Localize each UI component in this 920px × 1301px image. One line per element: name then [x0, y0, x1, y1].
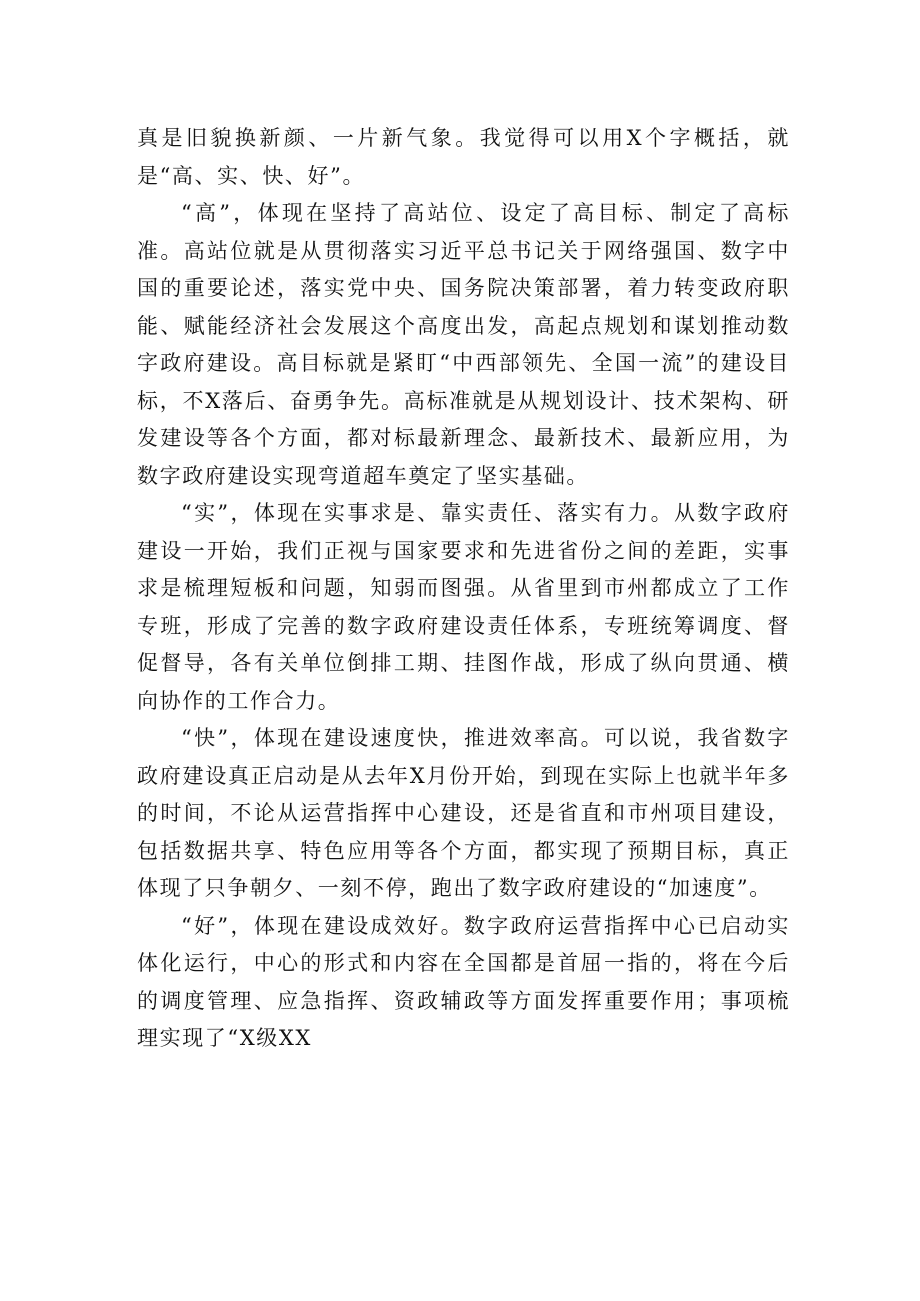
paragraph-kuai: “快”，体现在建设速度快，推进效率高。可以说，我省数字政府建设真正启动是从去年X月份开始，到现在实际上也就半年多的时间，不论从运营指挥中心建设，还是省直和市州项目建设，包括数据共享、特色应用等各个方面，都实现了预期目标，真正体现了只争朝夕、一刻不停，跑出了数字政府建设的“加速度”。: [137, 726, 790, 900]
paragraph-gao: “高”，体现在坚持了高站位、设定了高目标、制定了高标准。高站位就是从贯彻落实习近平总书记关于网络强国、数字中国的重要论述，落实党中央、国务院决策部署，着力转变政府职能、赋能经济社会发展这个高度出发，高起点规划和谋划推动数字政府建设。高目标就是紧盯“中西部领先、全国一流”的建设目标，不X落后、奋勇争先。高标准就是从规划设计、技术架构、研发建设等各个方面，都对标最新理念、最新技术、最新应用，为数字政府建设实现弯道超车奠定了坚实基础。: [137, 201, 790, 488]
paragraph-hao: “好”，体现在建设成效好。数字政府运营指挥中心已启动实体化运行，中心的形式和内容在全国都是首屈一指的，将在今后的调度管理、应急指挥、资政辅政等方面发挥重要作用；事项梳理实现了“X级XX: [137, 913, 790, 1050]
paragraph-intro-continued: 真是旧貌换新颜、一片新气象。我觉得可以用X个字概括，就是“高、实、快、好”。: [137, 126, 790, 188]
paragraph-shi: “实”，体现在实事求是、靠实责任、落实有力。从数字政府建设一开始，我们正视与国家要求和先进省份之间的差距，实事求是梳理短板和问题，知弱而图强。从省里到市州都成立了工作专班，形成了完善的数字政府建设责任体系，专班统筹调度、督促督导，各有关单位倒排工期、挂图作战，形成了纵向贯通、横向协作的工作合力。: [137, 501, 790, 713]
